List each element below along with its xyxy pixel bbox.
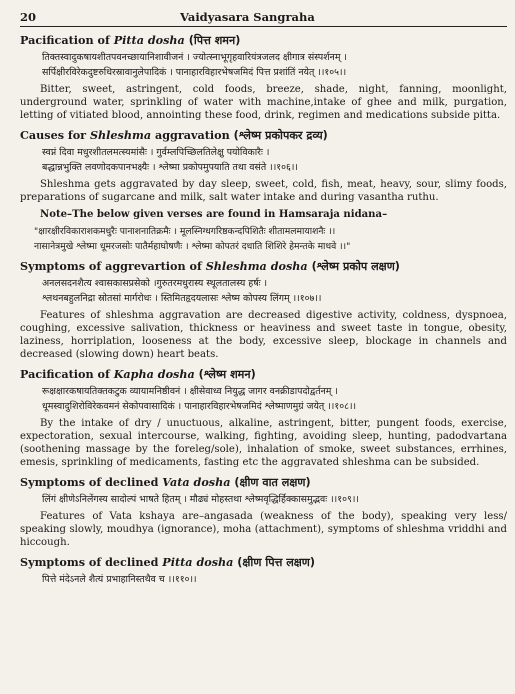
paragraph-pitta-pacification: Bitter, sweet, astringent, cold foods, breeze, shade, night, fanning, moonlight, underground water, sprinkling of water with machine,intake of ghee and milk, purgation, letting of vitiated blood, annointing these food, drink, regimen and medications subside pitta.: [20, 84, 507, 121]
note-verse-line1: "क्षारक्षीरविकाराशकमधुरैः पानाशनातिक्रमैः । मूलस्निग्धगरिष्ठकन्दपिशितैः शीतामलमायाशनैः ।।: [34, 226, 336, 237]
verse-108-line1: रूक्षक्षारकषायतिक्तकटुक व्यायामनिष्ठीवनं । क्षीसेवाध्व नियुद्ध जागर वनक्रीडापदोद्वर्तनम् ।: [42, 386, 338, 397]
section-heading-vata-decline: Symptoms of declined Vata dosha (क्षीण वात लक्षण): [20, 475, 311, 489]
note-verse-line2: नासानेत्रमुखे श्लेष्मा धूमरजसोः पातैर्महाघोषणैः । श्लेष्मा कोपतरं दधाति शिशिरे हेमन्तके माधवे ।।": [34, 241, 351, 252]
section-heading-pitta-pacification: Pacification of Pitta dosha (पित्त शमन): [20, 33, 241, 47]
verse-105-line1: तिक्तस्वादुकषायशीतपवनच्छायानिशावीजनं । ज्योत्स्नाभूगृहवारियंत्रजलद क्षीगात्र संस्पर्शनम् ।: [42, 52, 347, 63]
page-header: [20, 10, 507, 24]
section-heading-shleshma-symptoms: Symptoms of aggrevartion of Shleshma dosha (श्लेष्म प्रकोप लक्षण): [20, 259, 400, 273]
section-heading-kapha-pacification: Pacification of Kapha dosha (श्लेष्म शमन): [20, 367, 256, 381]
verse-108-line2: धूमस्वादुशिरोविरेकवमनं सेकोपवासादिकं । पानाहारविहारभेषजमिदं श्लेष्माणमुग्रं जयेत् ।।१०८।।: [42, 401, 357, 412]
note-hamsaraja-nidana: Note–The below given verses are found in Hamsaraja nidana–: [40, 209, 388, 220]
verse-110-line1: पित्ते मंदेऽनले शैत्यं प्रभाहानिस्तथैव च ।।११०।।: [42, 574, 197, 585]
book-title: Vaidyasara Sangraha: [180, 10, 315, 24]
verse-106-line2: बद्धान्नभुक्ति लवणोदकपानभक्ष्यैः । श्लेष्मा प्रकोपमुपयाति तथा वसंते ।।१०६।।: [42, 162, 298, 173]
verse-106-line1: स्वप्नं दिवा मधुरशीतलमत्स्यमांसैः । गुर्वम्लपिच्छिलतिलेक्षु पयोविकारैः ।: [42, 147, 270, 158]
paragraph-shleshma-causes: Shleshma gets aggravated by day sleep, sweet, cold, fish, meat, heavy, sour, slimy foods, preparations of sugarcane and milk, salt water intake and during vasantha ruthu.: [20, 179, 507, 203]
paragraph-shleshma-symptoms: Features of shleshma aggravation are decreased digestive activity, coldness, dyspnoea, coughing, excessive salivation, thickness or heaviness and sweet taste in tongue, obesity, laziness, horriplation, looseness at the body, excessive sleep, blockage in channels and decreased (slowing down) heart beats.: [20, 310, 507, 360]
paragraph-kapha-pacification: By the intake of dry / unuctuous, alkaline, astringent, bitter, pungent foods, exercise, expectoration, sexual intercourse, walking, fighting, avoiding sleep, hunting, padodvartana (soothening massage by the foreleg/sole), inhalation of smoke, sweet substances, errhines, emesis, sprinkling of medicaments, fasting etc the aggravated shleshma can be subsided.: [20, 418, 507, 468]
paragraph-vata-decline: Features of Vata kshaya are–angasada (weakness of the body), speaking very less/ speaking slowly, moudhya (ignorance), moha (attachment), symptoms of shleshma vriddhi and hiccough.: [20, 511, 507, 548]
section-heading-pitta-decline: Symptoms of declined Pitta dosha (क्षीण पित्त लक्षण): [20, 555, 316, 569]
header-rule: [20, 26, 507, 27]
verse-109-line1: लिंगं क्षीणेऽनिलेंगस्य सादोल्पं भाषते हितम् । मौढ्यं मोहस्तथा श्लेष्मवृद्धिर्हिक्कासमुद्भवः ।।१०९।।: [42, 494, 359, 505]
page-number: 20: [20, 10, 37, 24]
verse-107-line1: अनलसदनशैत्य श्वासकासप्रसेको ।गुरुतरमधुरास्य स्थूलतालस्य हर्षः ।: [42, 278, 268, 289]
verse-105-line2: सर्पिक्षीरविरेकदुष्टरुधिरस्रावानुलेपादिकं । पानाहारविहारभेषजमिदं पित्त प्रशांतिं नयेत् ।।१०५।।: [42, 67, 347, 78]
verse-107-line2: श्लथनबहुलनिद्रा स्रोतसां मार्गरोधः । स्तिमितहृदयलासः श्लेष्म कोपस्य लिंगम् ।।१०७।।: [42, 293, 322, 304]
section-heading-shleshma-causes: Causes for Shleshma aggravation (श्लेष्म प्रकोपकर द्रव्य): [20, 128, 328, 142]
